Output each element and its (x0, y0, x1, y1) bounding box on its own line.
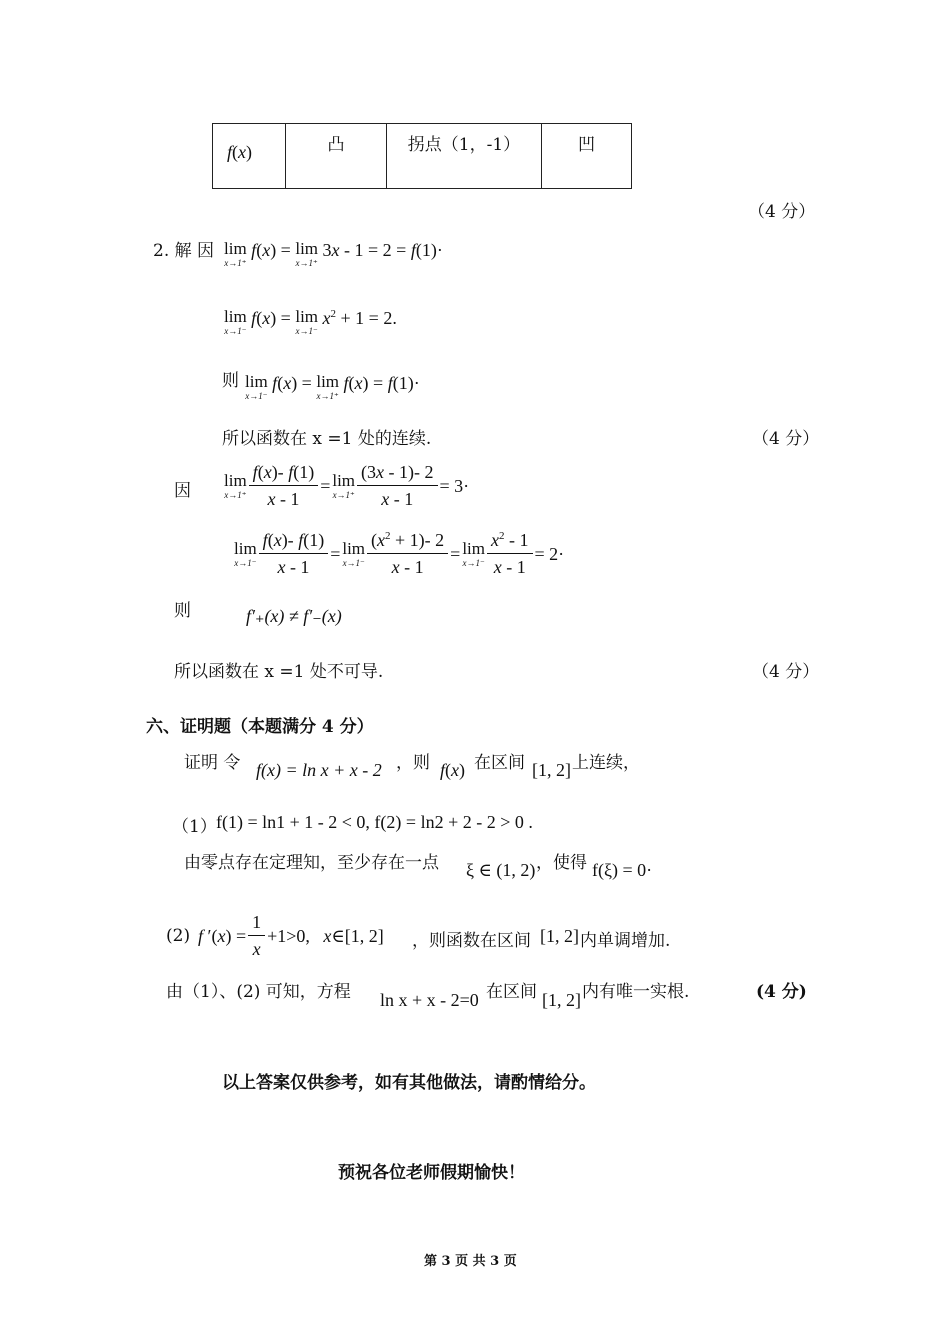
conclusion-text: 由（1）、(2) 可知，方程 (166, 982, 351, 1002)
because-label: 因 (174, 481, 191, 501)
function-symbol: f(x) (440, 760, 466, 780)
interval-1-2: [1, 2] (532, 760, 571, 780)
limit-line-2: lim x→1⁻ f(x) = lim x→1⁻ $x^2 + 1 = 2$. (224, 307, 397, 336)
holiday-wish: 预祝各位老师假期愉快！ (338, 1163, 525, 1183)
equation: ln x + x - 2=0 (380, 990, 479, 1010)
score-label: （4 分） (748, 202, 816, 222)
then-comma: ，则 (396, 753, 430, 773)
interval-1-2: [1, 2] (540, 926, 579, 946)
in-interval-text: 在区间 (486, 982, 537, 1002)
limit-line-1: lim x→1⁺ f(x) = lim x→1⁺ 3x - 1 = 2 = f(1)· (224, 239, 443, 268)
step2-label: (2) (166, 926, 191, 946)
page-footer: 第 3 页 共 3 页 (424, 1254, 517, 1269)
monotone-text: 内单调增加. (580, 931, 671, 951)
interval-1-2: [1, 2] (542, 990, 581, 1010)
step1-label: （1） (172, 817, 217, 837)
right-derivative-value: = 3· (439, 475, 470, 496)
score-label: (4 分) (756, 982, 807, 1002)
zero-theorem-text: 由零点存在定理知，至少存在一点 (184, 853, 439, 873)
unique-root-text: 内有唯一实根. (582, 982, 690, 1002)
such-that-text: ，使得 (536, 853, 587, 873)
table-cell-concave: 凹 (542, 124, 632, 189)
non-differentiable-statement: 所以函数在 x =1 处不可导. (174, 662, 384, 682)
score-label: （4 分） (752, 662, 820, 682)
proof-intro: 证明 令 (184, 753, 241, 773)
derivative-inequality: f′₊(x) ≠ f′₋(x) (246, 606, 342, 626)
in-interval-text: 在区间 (474, 753, 525, 773)
step1-formula: f(1) = ln1 + 1 - 2 < 0, f(2) = ln2 + 2 - 2 > 0 . (216, 812, 533, 832)
table-cell-convex: 凸 (286, 124, 387, 189)
right-derivative-limit: lim x→1⁺ $\frac{f(x)- f(1)}{x - 1}$ = lim x→1⁺ $\frac{(3x - 1)- 2}{x - 1}$ = 3· (224, 462, 470, 509)
left-derivative-value: = 2· (534, 543, 565, 564)
part2-label: 2. 解 因 (153, 241, 215, 261)
concavity-table (212, 123, 632, 189)
f-xi-zero: f(ξ) = 0· (592, 860, 653, 880)
reference-note: 以上答案仅供参考，如有其他做法，请酌情给分。 (222, 1073, 596, 1093)
function-definition: f(x) = ln x + x - 2 (256, 760, 382, 780)
table-cell-inflection: 拐点（1，-1） (387, 124, 542, 189)
xi-interval: ξ ∈ (1, 2) (466, 860, 536, 880)
table-row-label: f(x) (213, 124, 286, 189)
left-derivative-limit: lim x→1⁻ $\frac{f(x)- f(1)}{x - 1}$ = lim x→1⁻ $\frac{(x^2 + 1)- 2}{x - 1}$ = lim x→1⁻ $\frac{x^2 - 1}{x - 1}$ = 2· (234, 530, 565, 577)
then-label-2: 则 (174, 601, 191, 621)
score-label: （4 分） (752, 429, 820, 449)
continuity-statement: 所以函数在 x =1 处的连续. (222, 429, 432, 449)
continuous-text: 上连续， (572, 753, 640, 773)
limit-line-3: lim x→1⁻ f(x) = lim x→1⁺ f(x) = f(1)· (245, 372, 420, 401)
step2-text: ，则函数在区间 (412, 931, 531, 951)
then-label-1: 则 (222, 371, 239, 391)
section-heading: 六、证明题（本题满分 4 分） (146, 717, 374, 737)
step2-derivative: f ′(x) = $\frac{1}{x}$ +1>0, x∈[1, 2] (198, 912, 384, 959)
